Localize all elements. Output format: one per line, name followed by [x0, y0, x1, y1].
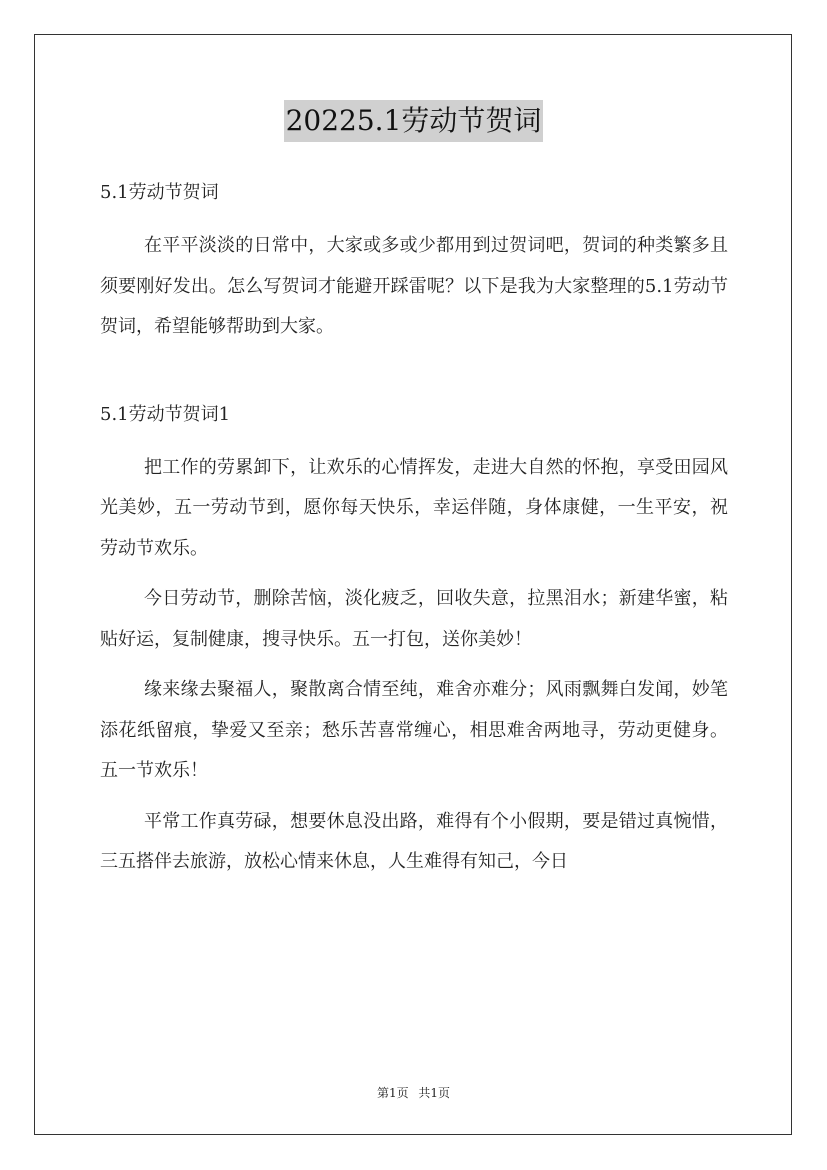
intro-heading: 5.1劳动节贺词 [100, 182, 219, 203]
spacer [100, 348, 728, 392]
page-footer [0, 1084, 827, 1101]
document-body [100, 170, 728, 883]
spacer [100, 216, 728, 226]
spacer [100, 660, 728, 670]
section-heading: 5.1劳动节贺词1 [100, 403, 231, 425]
greeting-paragraph: 平常工作真劳碌，想要休息没出路，难得有个小假期，要是错过真惋惜，三五搭伴去旅游，放松心情来休息，人生难得有知己，今日 [100, 810, 728, 872]
document-title: 20225.1劳动节贺词 [284, 100, 544, 142]
greeting-paragraph: 缘来缘去聚福人，聚散离合情至纯，难舍亦难分；风雨飘舞白发闻，妙笔添花纸留痕，挚爱又至亲；愁乐苦喜常缠心，相思难舍两地寻，劳动更健身。五一节欢乐！ [100, 679, 728, 781]
page-total: 共1页 [418, 1086, 451, 1100]
title-wrapper [0, 100, 827, 142]
greeting-paragraph: 把工作的劳累卸下，让欢乐的心情挥发，走进大自然的怀抱，享受田园风光美妙，五一劳动节到，愿你每天快乐，幸运伴随，身体康健，一生平安，祝劳动节欢乐。 [100, 456, 728, 559]
intro-paragraph: 在平平淡淡的日常中，大家或多或少都用到过贺词吧，贺词的种类繁多且须要刚好发出。怎么写贺词才能避开踩雷呢？以下是我为大家整理的5.1劳动节贺词，希望能够帮助到大家。 [100, 235, 728, 337]
page-number: 第1页 [376, 1086, 409, 1100]
greeting-paragraph: 今日劳动节，删除苦恼，淡化疲乏，回收失意，拉黑泪水；新建华蜜，粘贴好运，复制健康，搜寻快乐。五一打包，送你美妙！ [100, 588, 728, 650]
spacer [100, 792, 728, 802]
spacer [100, 569, 728, 579]
spacer [100, 438, 728, 448]
